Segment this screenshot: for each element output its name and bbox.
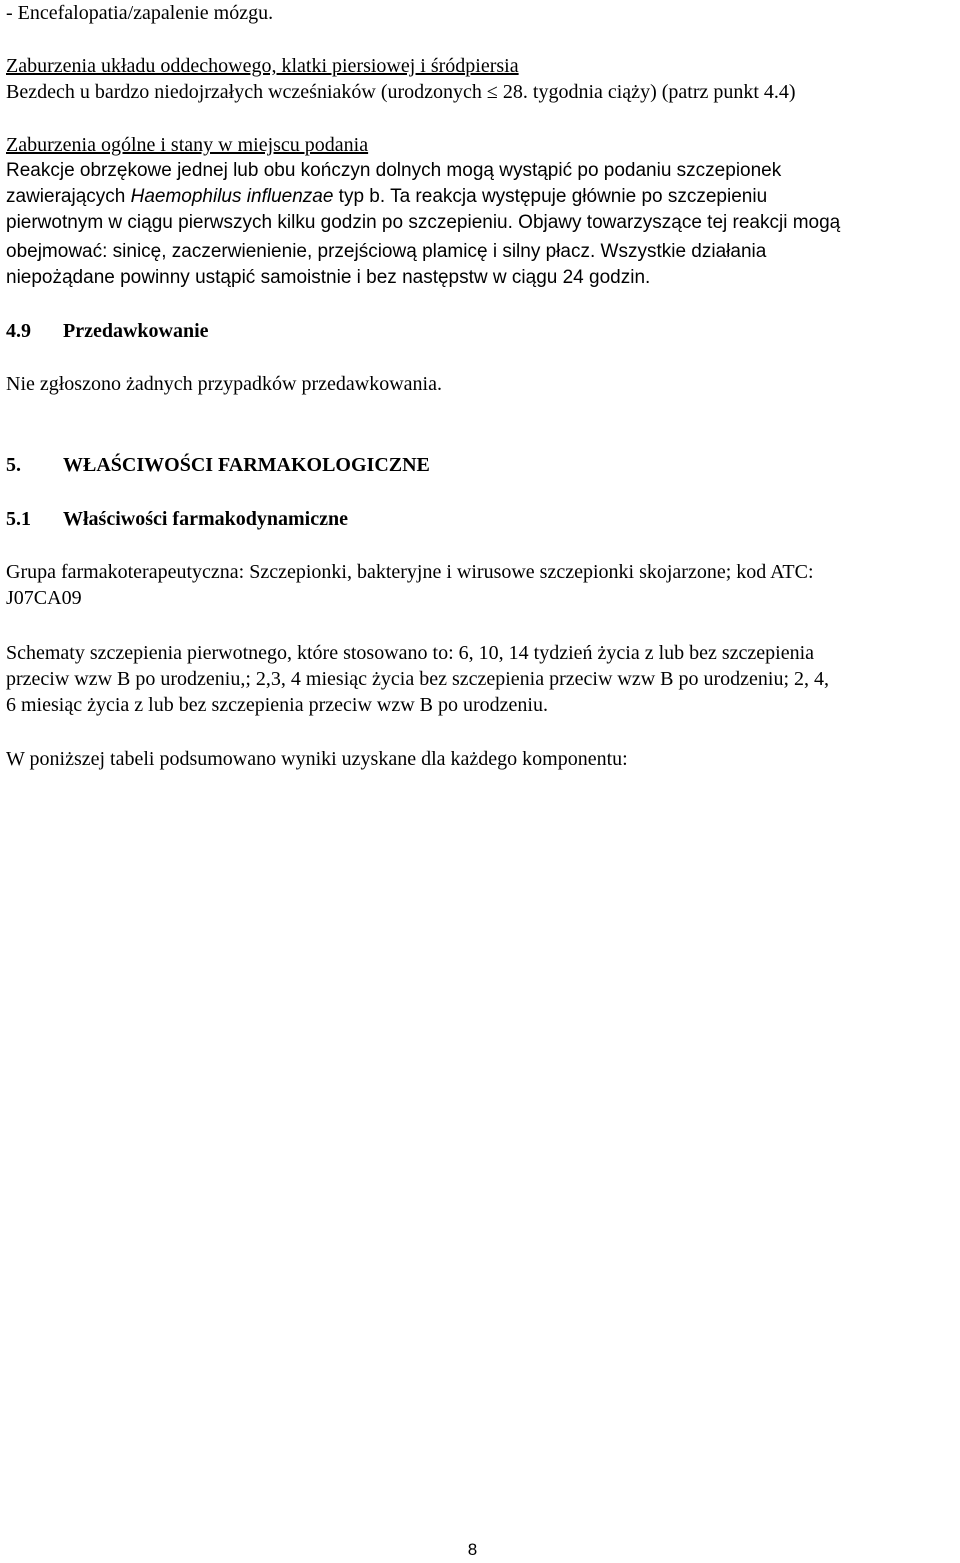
section-title: Właściwości farmakodynamiczne [63, 508, 348, 530]
section-number: 5.1 [6, 508, 31, 530]
section-4-9-heading [6, 318, 209, 344]
section-number: 5. [6, 454, 21, 476]
general-text-line-3: pierwotnym w ciągu pierwszych kilku godzin po szczepieniu. Objawy towarzyszące tej reakcji mogą [6, 212, 841, 233]
pharmacotherapeutic-group-line-2: J07CA09 [6, 587, 82, 609]
respiratory-text: Bezdech u bardzo niedojrzałych wcześniaków (urodzonych ≤ 28. tygodnia ciąży) (patrz punkt 4.4) [6, 81, 796, 103]
section-5-heading [6, 452, 430, 478]
general-text-line-1: Reakcje obrzękowe jednej lub obu kończyn dolnych mogą wystąpić po podaniu szczepionek [6, 160, 782, 181]
section-number: 4.9 [6, 320, 31, 342]
page-number: 8 [467, 1540, 478, 1559]
general-text-line-2 [6, 184, 767, 210]
table-intro-text: W poniższej tabeli podsumowano wyniki uzyskane dla każdego komponentu: [6, 748, 628, 770]
schedule-text-line-3: 6 miesiąc życia z lub bez szczepienia przeciw wzw B po urodzeniu. [6, 694, 548, 716]
general-disorders-heading: Zaburzenia ogólne i stany w miejscu podania [6, 134, 369, 156]
general-line-2-end: typ b. Ta reakcja występuje głównie po szczepieniu [333, 186, 768, 207]
list-item-encephalopathy: - Encefalopatia/zapalenie mózgu. [6, 2, 274, 24]
section-title: WŁAŚCIWOŚCI FARMAKOLOGICZNE [63, 454, 430, 476]
section-5-1-heading [6, 506, 348, 532]
schedule-text-line-1: Schematy szczepienia pierwotnego, które stosowano to: 6, 10, 14 tydzień życia z lub bez szczepienia [6, 642, 815, 664]
overdose-text: Nie zgłoszono żadnych przypadków przedawkowania. [6, 373, 442, 395]
haemophilus-name: Haemophilus influenzae [130, 186, 334, 207]
section-title: Przedawkowanie [63, 320, 209, 342]
general-text-line-4: obejmować: sinicę, zaczerwienienie, przejściową plamicę i silny płacz. Wszystkie działania [6, 241, 767, 262]
pharmacotherapeutic-group-line-1: Grupa farmakoterapeutyczna: Szczepionki, bakteryjne i wirusowe szczepionki skojarzone; kod ATC: [6, 561, 814, 583]
respiratory-heading: Zaburzenia układu oddechowego, klatki piersiowej i śródpiersia [6, 55, 519, 77]
schedule-text-line-2: przeciw wzw B po urodzeniu,; 2,3, 4 miesiąc życia bez szczepienia przeciw wzw B po urodzeniu; 2, 4, [6, 668, 830, 690]
general-text-line-5: niepożądane powinny ustąpić samoistnie i bez następstw w ciągu 24 godzin. [6, 267, 651, 288]
general-line-2-start: zawierających [6, 186, 131, 207]
